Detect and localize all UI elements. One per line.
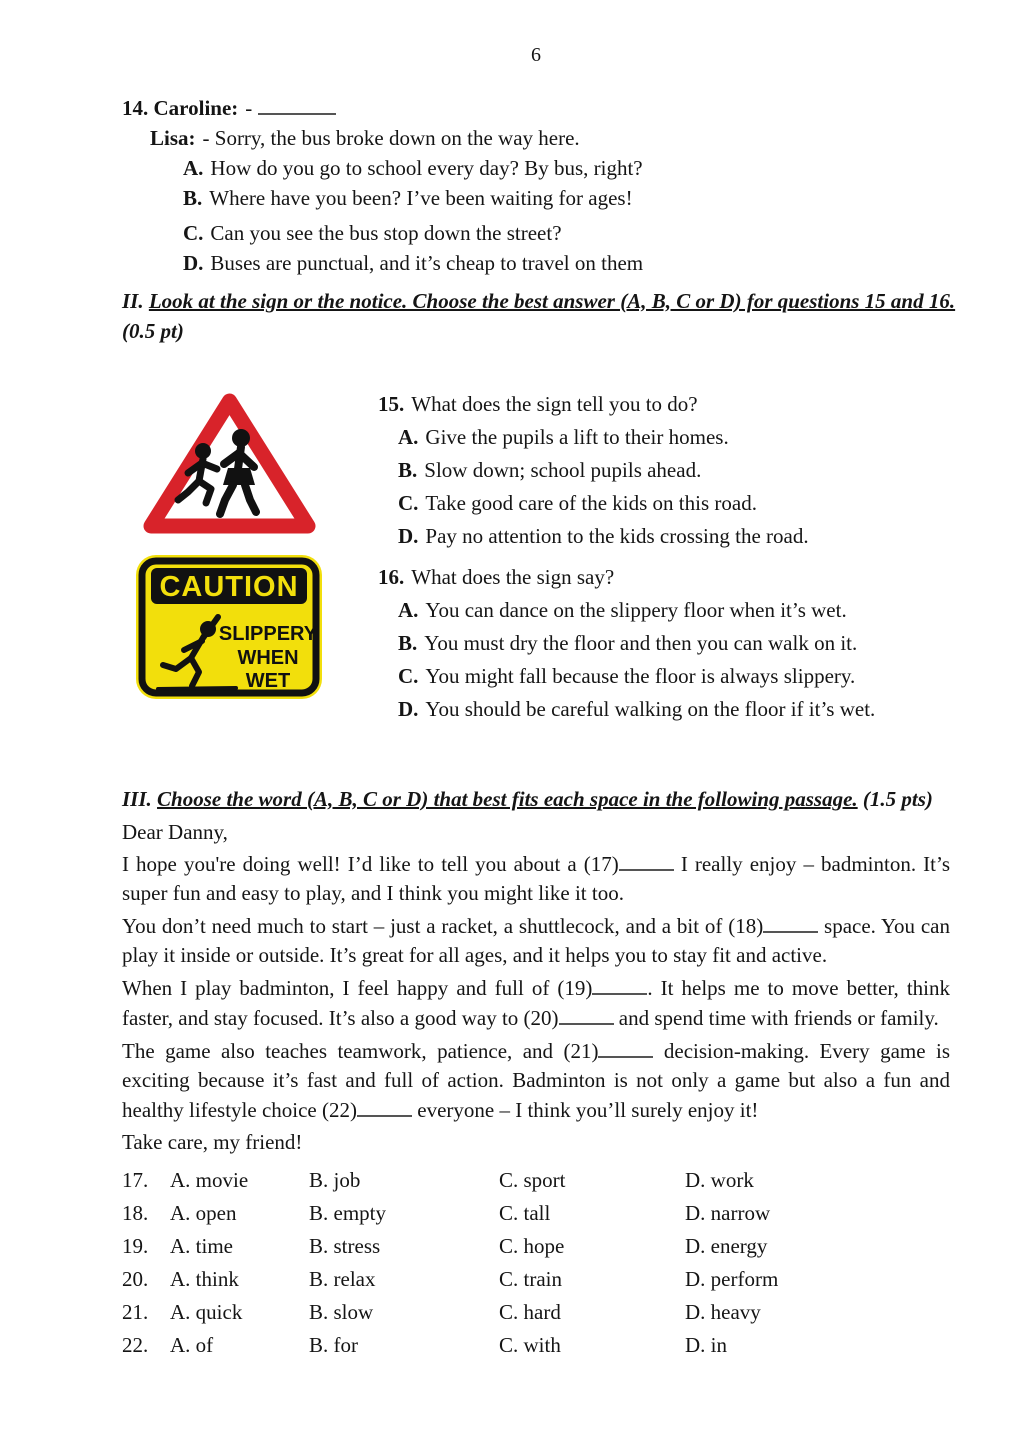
reply-speaker: Lisa:: [150, 126, 196, 150]
answer-blank-17: [619, 849, 674, 871]
option-a: A. time: [170, 1233, 233, 1258]
option-c: C. with: [499, 1332, 561, 1357]
section-3-instruction: Choose the word (A, B, C or D) that best fits each space in the following passage.: [157, 787, 858, 811]
option-d: D. narrow: [685, 1200, 771, 1225]
option-b: B. You must dry the floor and then you can walk on it.: [398, 631, 858, 655]
row-number: 18.: [122, 1200, 149, 1225]
options-table: [122, 1169, 950, 1356]
question-14-prompt: [122, 93, 950, 123]
cloze-passage: [122, 818, 950, 1157]
option-c: C. hope: [499, 1233, 565, 1258]
question-14: [122, 93, 950, 278]
option-c: C. tall: [499, 1200, 551, 1225]
signs-column: [126, 388, 332, 726]
option-d: D. in: [685, 1332, 727, 1357]
table-row: [122, 1169, 950, 1191]
question-14-speaker: 14. Caroline:: [122, 96, 239, 120]
answer-blank-20: [559, 1003, 614, 1025]
slippery-when-wet-sign-icon: [134, 553, 324, 701]
question-16-prompt: 16. What does the sign say?: [378, 565, 615, 589]
option-a: A. Give the pupils a lift to their homes.: [398, 425, 729, 449]
caution-sign: [134, 553, 324, 707]
option-d: D. perform: [685, 1266, 779, 1291]
option-b: B. Where have you been? I’ve been waiting for ages!: [183, 186, 633, 210]
option-b: B. job: [309, 1167, 361, 1192]
option-b: B. relax: [309, 1266, 376, 1291]
answer-blank-18: [763, 911, 818, 933]
section-3-heading: [122, 784, 950, 814]
section-2-instruction: Look at the sign or the notice. Choose the best answer (A, B, C or D) for questions 15 and 16.: [148, 289, 956, 313]
question-15-options: [398, 421, 950, 553]
option-b: B. Slow down; school pupils ahead.: [398, 458, 702, 482]
question-14-options: [183, 153, 950, 278]
option-c: C. sport: [499, 1167, 566, 1192]
caution-line3: WET: [245, 670, 291, 692]
closing: Take care, my friend!: [122, 1129, 303, 1154]
section-2-heading: [122, 286, 956, 346]
table-row: [122, 1301, 950, 1323]
option-d: D. Pay no attention to the kids crossing the road.: [398, 524, 809, 548]
table-row: [122, 1202, 950, 1224]
option-d: D. work: [685, 1167, 754, 1192]
option-b: B. slow: [309, 1299, 374, 1324]
option-d: D. energy: [685, 1233, 768, 1258]
questions-column: [378, 388, 950, 726]
question-16: [378, 561, 950, 726]
question-16-options: [398, 594, 950, 726]
row-number: 22.: [122, 1332, 149, 1357]
question-15-prompt: 15. What does the sign tell you to do?: [378, 392, 698, 416]
section-2-numeral: II.: [122, 289, 144, 313]
option-a: A. movie: [170, 1167, 249, 1192]
table-row: [122, 1235, 950, 1257]
table-row: [122, 1334, 950, 1356]
answer-blank-21: [598, 1036, 653, 1058]
answer-blank-14: [258, 93, 336, 115]
paragraph-4: The game also teaches teamwork, patience, and (21) decision-making. Every game is exciting because it’s fast and full of action. Badminton is not only a game but also a fun and healthy lifestyle choice (22) everyone – I think you’ll surely enjoy it!: [122, 1036, 950, 1125]
row-number: 21.: [122, 1299, 149, 1324]
option-a: A. think: [170, 1266, 239, 1291]
option-a: A. How do you go to school every day? By bus, right?: [183, 156, 643, 180]
section-3-points: (1.5 pts): [862, 787, 933, 811]
section-3-numeral: III.: [122, 787, 152, 811]
caution-line2: WHEN: [237, 647, 299, 669]
caution-title: CAUTION: [159, 571, 299, 603]
row-number: 19.: [122, 1233, 149, 1258]
option-d: D. heavy: [685, 1299, 761, 1324]
option-c: C. hard: [499, 1299, 561, 1324]
paragraph-2: You don’t need much to start – just a racket, a shuttlecock, and a bit of (18) space. You can play it inside or outside. It’s great for all ages, and it helps you to stay fit and active.: [122, 911, 950, 970]
option-a: A. open: [170, 1200, 237, 1225]
question-15: [378, 388, 950, 553]
answer-blank-19: [592, 973, 647, 995]
caution-line1: SLIPPERY: [218, 623, 318, 645]
table-row: [122, 1268, 950, 1290]
reply-text: - Sorry, the bus broke down on the way here.: [202, 126, 580, 150]
option-b: B. empty: [309, 1200, 386, 1225]
answer-blank-22: [357, 1095, 412, 1117]
option-a: A. You can dance on the slippery floor when it’s wet.: [398, 598, 847, 622]
option-b: B. for: [309, 1332, 358, 1357]
row-number: 17.: [122, 1167, 149, 1192]
school-crossing-sign-icon: [137, 388, 322, 540]
dash: -: [245, 96, 253, 120]
section-2-line1: [122, 286, 956, 316]
paragraph-3: When I play badminton, I feel happy and full of (19) . It helps me to move better, think faster, and stay focused. It’s also a good way to (20) and spend time with friends or family.: [122, 973, 950, 1033]
option-c: C. train: [499, 1266, 562, 1291]
option-c: C. You might fall because the floor is always slippery.: [398, 664, 856, 688]
option-c: C. Take good care of the kids on this road.: [398, 491, 757, 515]
option-d: D. You should be careful walking on the floor if it’s wet.: [398, 697, 876, 721]
row-number: 20.: [122, 1266, 149, 1291]
paragraph-1: I hope you're doing well! I’d like to tell you about a (17) I really enjoy – badminton. It’s super fun and easy to play, and I think you might like it too.: [122, 849, 950, 908]
signs-and-questions: [122, 388, 950, 726]
question-14-reply: [150, 123, 950, 153]
salutation: Dear Danny,: [122, 820, 228, 844]
option-c: C. Can you see the bus stop down the street?: [183, 221, 562, 245]
option-a: A. quick: [170, 1299, 243, 1324]
section-2-points: (0.5 pt): [122, 319, 184, 343]
option-a: A. of: [170, 1332, 214, 1357]
page-number: 6: [531, 44, 541, 66]
option-b: B. stress: [309, 1233, 381, 1258]
option-d: D. Buses are punctual, and it’s cheap to travel on them: [183, 251, 644, 275]
